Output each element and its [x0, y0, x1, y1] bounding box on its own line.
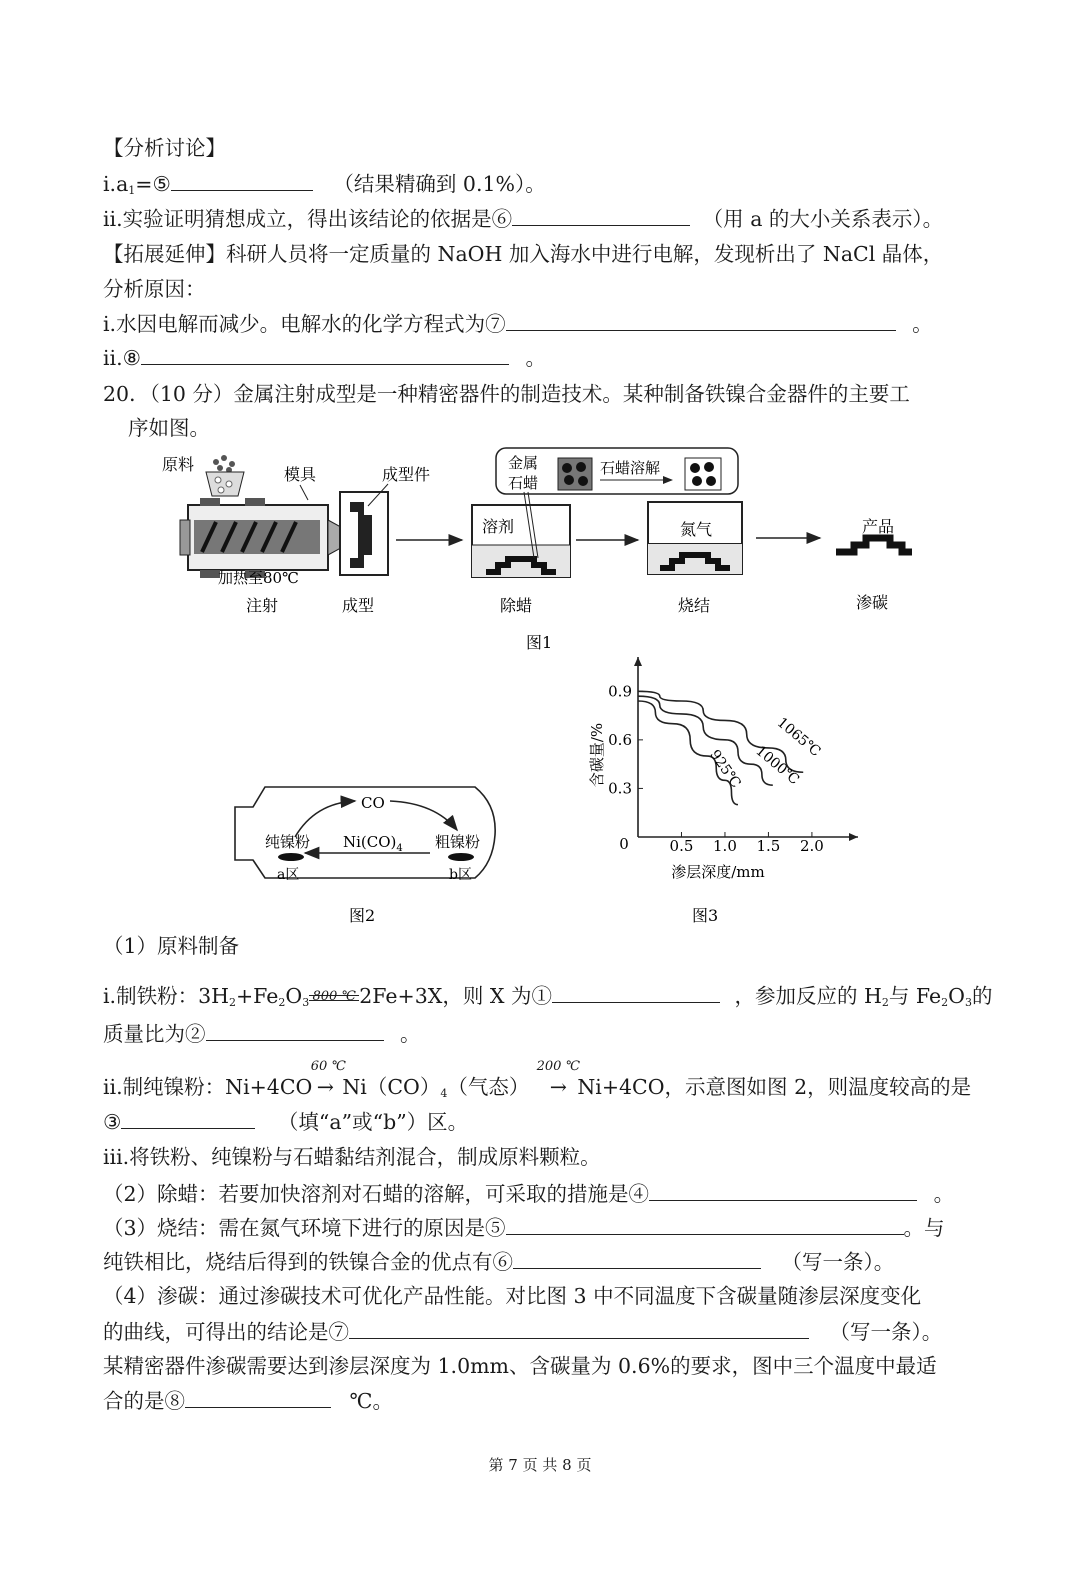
series-label: 1065℃	[773, 714, 824, 760]
x-tick-label: 1.0	[713, 837, 737, 855]
q3-line2-prefix: 纯铁相比，烧结后得到的铁镍合金的优点有⑥	[103, 1250, 513, 1274]
y-tick-label: 0.9	[608, 682, 632, 701]
answer-blank-5[interactable]	[171, 170, 313, 191]
q1-i-mid3: 的	[971, 984, 993, 1008]
q4-line-3: 某精密器件渗碳需要达到渗层深度为 1.0mm、含碳量为 0.6%的要求，图中三个温度中最适	[103, 1354, 937, 1378]
answer-blank-2[interactable]	[206, 1020, 384, 1041]
figure-2-reaction-tube	[225, 775, 515, 930]
o-letter: O	[285, 984, 303, 1008]
analysis-title: 【分析讨论】	[103, 136, 226, 160]
product-part	[836, 538, 912, 552]
nitrogen-label: 氮气	[680, 520, 713, 539]
q2-line	[103, 1180, 954, 1208]
chart-x-label: 渗层深度/mm	[671, 863, 765, 881]
q2-prefix: （2）除蜡：若要加快溶剂对石蜡的溶解，可采取的措施是④	[103, 1182, 650, 1206]
paraffin-dissolve-label: 石蜡溶解	[600, 459, 661, 477]
step-sinter: 烧结	[678, 596, 711, 615]
arrow-200c: 200 ℃ →	[536, 1059, 581, 1099]
ii-suffix: （用 a 的大小关系表示）。	[702, 207, 944, 231]
q1-ii-line	[103, 1059, 972, 1108]
ii-prefix: ⅱ.实验证明猜想成立，得出该结论的依据是⑥	[103, 207, 513, 231]
q3-line2-suffix: （写一条）。	[781, 1250, 895, 1274]
q4-line-1: （4）渗碳：通过渗碳技术可优化产品性能。对比图 3 中不同温度下含碳量随渗层深度变化	[103, 1284, 922, 1308]
crude-ni-label: 粗镍粉	[435, 833, 481, 851]
figure-3-chart	[578, 645, 868, 930]
pure-ni-label: 纯镍粉	[265, 833, 311, 851]
answer-blank-4[interactable]	[649, 1180, 917, 1201]
extension-line-2: 分析原因：	[103, 277, 206, 301]
x-tick-label: 1.5	[756, 837, 781, 855]
series-line-1000℃	[638, 696, 773, 785]
analysis-ii	[103, 205, 943, 233]
q4-line4-prefix: 合的是⑧	[103, 1389, 185, 1413]
solvent-label: 溶剂	[482, 517, 515, 536]
answer-blank-6[interactable]	[512, 205, 690, 226]
q1-ii-line2-prefix: ③	[103, 1110, 122, 1134]
chart-origin: 0	[619, 835, 629, 853]
figure-3-caption: 图3	[692, 906, 719, 925]
q1-ii-line2-suffix: （填“a”或“b”）区。	[277, 1110, 469, 1134]
q4-line-4	[103, 1387, 393, 1415]
q1-ii-gas: （气态）	[447, 1075, 530, 1099]
paraffin-label: 石蜡	[508, 474, 539, 492]
a1-suffix: （结果精确到 0.1%）。	[333, 172, 546, 196]
q3-end: 。与	[903, 1216, 945, 1240]
nico-sub: 4	[440, 1087, 448, 1100]
page-footer: 第 7 页 共 8 页	[488, 1456, 592, 1474]
q1-i-prefix: ⅰ.制铁粉：3H	[103, 984, 229, 1008]
q1-i-products: 2Fe+3X，则 X 为①	[359, 984, 552, 1008]
raw-material-label: 原料	[162, 455, 195, 474]
x-tick-label: 2.0	[799, 837, 824, 855]
answer-blank-q3-6[interactable]	[513, 1248, 761, 1269]
q4-line2-prefix: 的曲线，可得出的结论是⑦	[103, 1320, 349, 1344]
figure-1-caption: 图1	[526, 633, 553, 652]
fe2-sub: 2	[941, 996, 949, 1009]
q1-ii-end: Ni+4CO，示意图如图 2，则温度较高的是	[577, 1075, 972, 1099]
x-tick-label: 0.5	[669, 837, 694, 855]
co-label: CO	[361, 794, 385, 812]
ext-ii-end: 。	[525, 346, 547, 370]
a1-sub: 1	[128, 184, 136, 197]
a1-mid: =⑤	[135, 172, 171, 196]
y-axis-arrow	[634, 657, 642, 666]
step-carburize: 渗碳	[856, 593, 889, 612]
q1-ii-prefix: ⅱ.制纯镍粉：Ni+4CO	[103, 1075, 313, 1099]
series-label: 1000℃	[752, 742, 803, 789]
q1-i-line: ⅰ.制铁粉：$3H_2+Fe_2O_3$ 800 ℃ 2Fe+3X，则 X 为① ，参加反应的 $H_2$与 $Fe_2O_3$的	[103, 984, 993, 1009]
answer-blank-q4-7[interactable]	[349, 1318, 809, 1339]
chart-y-label: 含碳量/%	[588, 722, 606, 788]
o-sub: 3	[302, 996, 310, 1009]
x-axis-arrow	[849, 833, 858, 841]
nico-label: $Ni(CO)_4$	[343, 833, 403, 854]
q1-title: （1）原料制备	[103, 934, 240, 958]
y-tick-label: 0.6	[608, 730, 632, 749]
arrow-60c: 60 ℃ →	[310, 1059, 346, 1099]
series-label: 925℃	[706, 747, 744, 792]
ext-i-text: ⅰ.水因电解而减少。电解水的化学方程式为⑦	[103, 312, 506, 336]
q4-line2-suffix: （写一条）。	[829, 1320, 943, 1344]
answer-blank-8[interactable]	[141, 344, 509, 365]
zone-b-label: b区	[449, 867, 472, 883]
plus-fe: +Fe	[236, 984, 279, 1008]
product-label: 产品	[862, 517, 895, 536]
extension-ii	[103, 344, 546, 372]
q1-i-line2-prefix: 质量比为②	[103, 1022, 206, 1046]
q3-line-2	[103, 1248, 894, 1276]
question-20-line-2: 序如图。	[128, 416, 210, 440]
metal-label: 金属	[508, 454, 539, 472]
q4-line-2	[103, 1318, 942, 1346]
y-tick-label: 0.3	[608, 779, 632, 798]
extension-line-1: 【拓展延伸】科研人员将一定质量的 NaOH 加入海水中进行电解，发现析出了 NaCl 晶体，	[103, 242, 944, 266]
q1-ii-line-2	[103, 1108, 468, 1136]
answer-blank-1[interactable]	[552, 982, 720, 1003]
mold-label: 模具	[284, 465, 317, 484]
o-letter-2: O	[948, 984, 965, 1008]
ext-ii-text: ⅱ.⑧	[103, 346, 142, 370]
hopper-granules	[213, 455, 235, 473]
formed-part-label: 成型件	[382, 465, 431, 484]
q1-iii-line: ⅲ.将铁粉、纯镍粉与石蜡黏结剂混合，制成原料颗粒。	[103, 1145, 601, 1169]
step-form: 成型	[342, 596, 375, 615]
ext-i-end: 。	[912, 312, 933, 336]
step-inject: 注射	[246, 596, 279, 615]
figure-2-caption: 图2	[349, 906, 376, 925]
extension-i	[103, 310, 933, 338]
q4-line4-suffix: ℃。	[349, 1389, 393, 1413]
q1-i-mid2: 与 Fe	[888, 984, 942, 1008]
a1-prefix: ⅰ.a	[103, 172, 129, 196]
q2-end: 。	[933, 1182, 955, 1206]
answer-blank-q4-8[interactable]	[185, 1387, 331, 1408]
q1-ii-mid: Ni（CO）	[342, 1075, 441, 1099]
h2-sub-2: 2	[881, 996, 889, 1009]
pure-ni-pile	[278, 853, 304, 861]
q1-i-line2-end: 。	[400, 1022, 421, 1046]
heat-label: 加热至80℃	[218, 569, 299, 587]
fe-sub: 2	[278, 996, 286, 1009]
q1-i-mid: ，参加反应的 H	[734, 984, 882, 1008]
analysis-i	[103, 170, 546, 205]
answer-blank-q3-5[interactable]	[506, 1214, 904, 1235]
h2-sub: 2	[229, 996, 236, 1009]
q3-line-1	[103, 1214, 945, 1242]
question-20-line-1: 20．（10 分）金属注射成型是一种精密器件的制造技术。某种制备铁镍合金器件的主要工	[103, 382, 910, 406]
hopper	[206, 472, 244, 496]
step-dewax: 除蜡	[500, 596, 533, 615]
o3-sub: 3	[964, 996, 972, 1009]
zone-a-label: a区	[277, 867, 300, 883]
q1-i-line-2	[103, 1020, 421, 1048]
answer-blank-7[interactable]	[506, 310, 896, 331]
answer-blank-3[interactable]	[121, 1108, 255, 1129]
crude-ni-pile	[448, 853, 474, 861]
q3-prefix: （3）烧结：需在氮气环境下进行的原因是⑤	[103, 1216, 506, 1240]
figure-1-process-diagram	[150, 440, 940, 665]
